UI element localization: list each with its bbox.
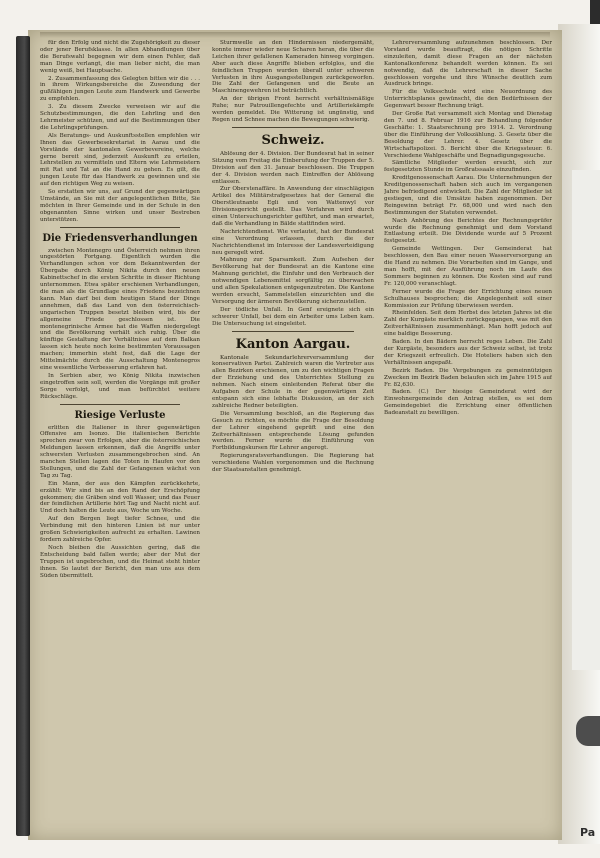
column-1-paragraph: zwischen Montenegro und Österreich nehmen ihren ungestörten Fortgang. Eigentlich wurden die Verhandlungen schon vor dem Bekanntwerden der Übergabe durch König Nikita durch den neuen Kabinettschef in die ersten Schritte in dieser Richtung unternommen. Etwa später erschienen Verhandlungen, die man als die Grundlage eines Friedens bezeichnen kann. Man darf bei dem heutigen Stand der Dinge annehmen, daß das Land von den österreichisch-ungarischen Truppen besetzt bleiben wird, bis der allgemeine Friede geschlossen ist. Die montenegrinische Armee hat die Waffen niedergelegt und die Bevölkerung verhält sich ruhig. Über die künftige Gestaltung der Verhältnisse auf dem Balkan lassen sich heute noch keine bestimmten Voraussagen machen; immerhin steht fest, daß die Lage der Mittelmächte durch die Ausschaltung Montenegros eine wesentliche Verbesserung erfahren hat. bbox=[40, 247, 200, 371]
column-3-paragraph: Für die Volksschule wird eine Neuordnung des Unterrichtsplanes gewünscht, die den Bedürfnissen der Gegenwart besser Rechnung trägt. bbox=[384, 89, 552, 110]
column-3-paragraph: Baden. In den Bädern herrscht reges Leben. Die Zahl der Kurgäste, besonders aus der Schweiz selbst, ist trotz der Kriegszeit erfreulich. Die Hoteliers haben sich den Verhältnissen angepaßt. bbox=[384, 339, 552, 366]
column-3-paragraph: Ferner wurde die Frage der Errichtung eines neuen Schulhauses besprochen; die Angelegenheit soll einer Kommission zur Prüfung überwiesen werden. bbox=[384, 288, 552, 309]
column-1-paragraph: 3. Zu diesem Zwecke verweisen wir auf die Schutzbestimmungen, die den Lehrling und den Lehrmeister schützen, und auf die Bestimmungen über die Lehrlingsprüfungen. bbox=[40, 104, 200, 131]
column-2-paragraph: Nachrichtendienst. Wie verlautet, hat der Bundesrat eine Verordnung erlassen, durch die der Nachrichtendienst im Interesse der Landesverteidigung neu geregelt wird. bbox=[212, 228, 374, 256]
column-3 bbox=[384, 40, 552, 830]
column-3-paragraph: Baden. (C.) Der hiesige Gemeinderat wird der Einwohnergemeinde den Antrag stellen, es sei dem Gemeindegebiet die Errichtung einer öffentlichen Badeanstalt zu bewilligen. bbox=[384, 389, 552, 417]
column-3-paragraph: Rheinfelden. Seit dem Herbst des letzten Jahres ist die Zahl der Kurgäste merklich zurückgegangen, was mit den Zeitverhältnissen zusammenhängt. Man hofft jedoch auf eine baldige Besserung. bbox=[384, 310, 552, 338]
column-2-paragraph: Die Versammlung beschloß, an die Regierung das Gesuch zu richten, es möchte die Frage der Besoldung der Lehrer eingehend geprüft und eine den Zeitverhältnissen entsprechende Lösung gefunden werden. Ferner wurde die Einführung von Fortbildungskursen für Lehrer angeregt. bbox=[212, 410, 374, 452]
column-divider-rule bbox=[232, 127, 354, 128]
adjacent-page-top-mark bbox=[590, 0, 600, 24]
column-3-paragraph: Nach Anhörung des Berichtes der Rechnungsprüfer wurde die Rechnung genehmigt und dem Vorstand Entlastung erteilt. Die Dividende wurde auf 5 Prozent festgesetzt. bbox=[384, 217, 552, 245]
column-1-paragraph: 2. Zusammenfassung des Gelegten bitten wir die . . . in ihrem Wirkungsbereiche die Zuwendung der gußfähigen jungen Leute zum Handwerk und Gewerbe zu empfehlen. bbox=[40, 75, 200, 103]
column-3-paragraph: Sämtliche Mitglieder werden ersucht, sich zur festgesetzten Stunde im Großratssaale einzufinden. bbox=[384, 160, 552, 174]
column-3-paragraph: Gemeinde Wettingen. Der Gemeinderat hat beschlossen, den Bau einer neuen Wasserversorgung an die Hand zu nehmen. Die Vorarbeiten sind im Gange, und man hofft, mit der Ausführung noch im Laufe des Sommers beginnen zu können. Die Kosten sind auf rund Fr. 120,000 veranschlagt. bbox=[384, 246, 552, 287]
column-3-paragraph: Lehrerversammlung aufzunehmen beschlossen. Der Vorstand wurde beauftragt, die nötigen Schritte einzuleiten, damit diese Fragen an der nächsten Kantonalkonferenz behandelt werden können. Es sei notwendig, daß die Lehrerschaft in dieser Sache geschlossen vorgehe und ihre Wünsche deutlich zum Ausdruck bringe. bbox=[384, 40, 552, 88]
column-2-paragraph: Regierungsratsverhandlungen. Die Regierung hat verschiedene Wahlen vorgenommen und die Rechnung der Staatsanstalten genehmigt. bbox=[212, 453, 374, 474]
column-1-paragraph: Auf den Bergen liegt tiefer Schnee, und die Verbindung mit den hinteren Linien ist nur unter großen Schwierigkeiten aufrecht zu erhalten. Lawinen fordern zahlreiche Opfer. bbox=[40, 516, 200, 543]
column-divider-rule bbox=[60, 227, 180, 228]
adjacent-page-text: Pa bbox=[580, 826, 596, 839]
column-2 bbox=[212, 40, 374, 830]
adjacent-page-band bbox=[572, 170, 600, 670]
column-2-paragraph: Sturmwelle an den Hindernissen niedergemäht, konnte immer wieder neue Scharen heran, die über die Leichen ihrer gefallenen Kameraden hinweg vorgingen. Aber auch diese Angriffe blieben erfolglos, und die feindlichen Truppen wurden überall unter schweren Verlusten in ihre Ausgangsstellungen zurückgeworfen. Die Zahl der Gefangenen und die Beute an Maschinengewehren ist beträchtlich. bbox=[212, 40, 374, 95]
column-1-paragraph: Ein Mann, der aus den Kämpfen zurückkehrte, erzählt: Wir sind bis an den Rand der Erschöpfung gekommen; die Gräben sind voll Wasser, und das Feuer der feindlichen Artillerie hört Tag und Nacht nicht auf. Und doch halten die Leute aus, Woche um Woche. bbox=[40, 480, 200, 515]
column-divider-rule bbox=[232, 331, 354, 332]
column-1 bbox=[40, 40, 200, 820]
column-1-paragraph: für den Erfolg und nicht die Zugehörigkeit zu dieser oder jener Berufsklasse. In allen Abhandlungen über die Berufswahl begegnen wir dem einen Fehler, daß man Dinge verlangt, die man lieber nicht, die man wenig weiß, bei Hauptsache. bbox=[40, 40, 200, 74]
column-2-paragraph: Zur Oberstenaffäre. In Anwendung der einschlägigen Artikel des Militärstrafgesetzes hat der General die Oberstleutnante Egli und von Wattenwyl vor Divisionsgericht gestellt. Das Verfahren wird durch einen Untersuchungsrichter geführt, und man erwartet, daß die Verhandlung in Bälde stattfinden wird. bbox=[212, 186, 374, 227]
column-1-paragraph: In Serbien aber, wo König Nikita inzwischen eingetroffen sein soll, werden die Vorgänge mit großer Sorge verfolgt, und man befürchtet weitere Rückschläge. bbox=[40, 372, 200, 400]
column-1-paragraph: So erstatten wir uns, auf Grund der gegenwärtigen Umstände, an Sie mit der angelegentlichen Bitte, Sie möchten in Ihrer Gemeinde und in der Schule in den obgenannten Sinne wirken und unser Bestreben unterstützen. bbox=[40, 189, 200, 223]
column-2-paragraph: Ablösung der 4. Division. Der Bundesrat hat in seiner Sitzung vom Freitag die Einberufung der Truppen der 5. Division auf den 31. Januar beschlossen. Die Truppen der 4. Division werden nach Eintreffen der Ablösung entlassen. bbox=[212, 150, 374, 185]
column-divider-rule bbox=[60, 404, 180, 405]
headline-riesige-verluste: Riesige Verluste bbox=[74, 409, 166, 421]
column-2-paragraph: Mahnung zur Sparsamkeit. Zum Aufsehen der Bevölkerung hat der Bundesrat an die Kantone eine Mahnung gerichtet, die Einfuhr und den Verbrauch der notwendigen Lebensmittel sorgfältig zu überwachen und allen Spekulationen entgegenzutreten. Die Kantone werden ersucht, Sammelstellen einzurichten und die Versorgung der ärmeren Bevölkerung sicherzustellen. bbox=[212, 257, 374, 305]
top-ink-bleed bbox=[40, 32, 550, 38]
column-3-paragraph: Kreditgenossenschaft Aarau. Die Unternehmungen der Kreditgenossenschaft haben sich auch im vergangenen Jahre befriedigend entwickelt. Die Zahl der Mitglieder ist gestiegen, und die Umsätze haben zugenommen. Der Reingewinn beträgt Fr. 68,000 und wird nach den Bestimmungen der Statuten verwendet. bbox=[384, 175, 552, 216]
column-3-paragraph: Bezirk Baden. Die Vergebungen zu gemeinnützigen Zwecken im Bezirk Baden belaufen sich im Jahre 1915 auf Fr. 82,630. bbox=[384, 367, 552, 388]
column-1-paragraph: Noch bleiben die Aussichten gering, daß die Entscheidung bald fallen werde; aber der Mut der Truppen ist ungebrochen, und die Heimat steht hinter ihnen. So lautet der Bericht, den man uns aus dem Süden übermittelt. bbox=[40, 544, 200, 579]
headline-schweiz: Schweiz. bbox=[261, 132, 325, 148]
column-1-paragraph: Als Beratungs- und Auskunftsstellen empfehlen wir Ihnen das Gewerbesekretariat in Aarau und die Vorstände der kantonalen Gewerbevereine, welche gerne bereit sind, jederzeit Auskunft zu erteilen, Lehrstellen zu vermitteln und Eltern wie Lehrmeistern mit Rat und Tat an die Hand zu gehen. Es gilt, die jungen Leute für das Handwerk zu gewinnen und sie auf den richtigen Weg zu weisen. bbox=[40, 132, 200, 188]
column-2-paragraph: Kantonale Sekundarlehrerversammlung der konservativen Partei. Zahlreich waren die Vertreter aus allen Bezirken erschienen, um zu den wichtigen Fragen der Erziehung und des Unterrichtes Stellung zu nehmen. Nach einem einleitenden Referat über die Aufgaben der Schule in der gegenwärtigen Zeit entspann sich eine lebhafte Diskussion, an der sich zahlreiche Redner beteiligten. bbox=[212, 354, 374, 409]
headline-friedensverhandlungen: Die Friedensverhandlungen bbox=[42, 232, 198, 244]
book-binding bbox=[16, 36, 30, 836]
column-2-paragraph: Der tödliche Unfall. In Genf ereignete sich ein schwerer Unfall, bei dem ein Arbeiter ums Leben kam. Die Untersuchung ist eingeleitet. bbox=[212, 306, 374, 327]
adjacent-page-glyph bbox=[576, 716, 600, 746]
column-2-paragraph: An der übrigen Front herrscht verhältnismäßige Ruhe; nur Patrouillengefechte und Artilleriekämpfe werden gemeldet. Die Witterung ist ungünstig, und Regen und Schnee machen die Bewegungen schwierig. bbox=[212, 96, 374, 123]
column-3-paragraph: Der Große Rat versammelt sich Montag und Dienstag den 7. und 8. Februar 1916 zur Behandlung folgender Geschäfte: 1. Staatsrechnung pro 1914. 2. Verordnung über die Einführung der Volkszählung. 3. Gesetz über die Besoldung der Lehrer. 4. Gesetz über die Wirtschaftspolizei. 5. Bericht über die Kriegssteuer. 6. Verschiedene Wahlgeschäfte und Begnadigungsgesuche. bbox=[384, 111, 552, 159]
column-1-paragraph: erlitten die Italiener in ihrer gegenwärtigen Offensive am Isonzo. Die italienischen Berichte sprechen zwar von Erfolgen, aber die österreichischen Meldungen lassen erkennen, daß die Angriffe unter schwersten Verlusten zusammengebrochen sind. An manchen Stellen lagen die Toten in Haufen vor den Stellungen, und die Zahl der Gefangenen wächst von Tag zu Tag. bbox=[40, 424, 200, 479]
headline-kanton-aargau: Kanton Aargau. bbox=[235, 336, 351, 352]
